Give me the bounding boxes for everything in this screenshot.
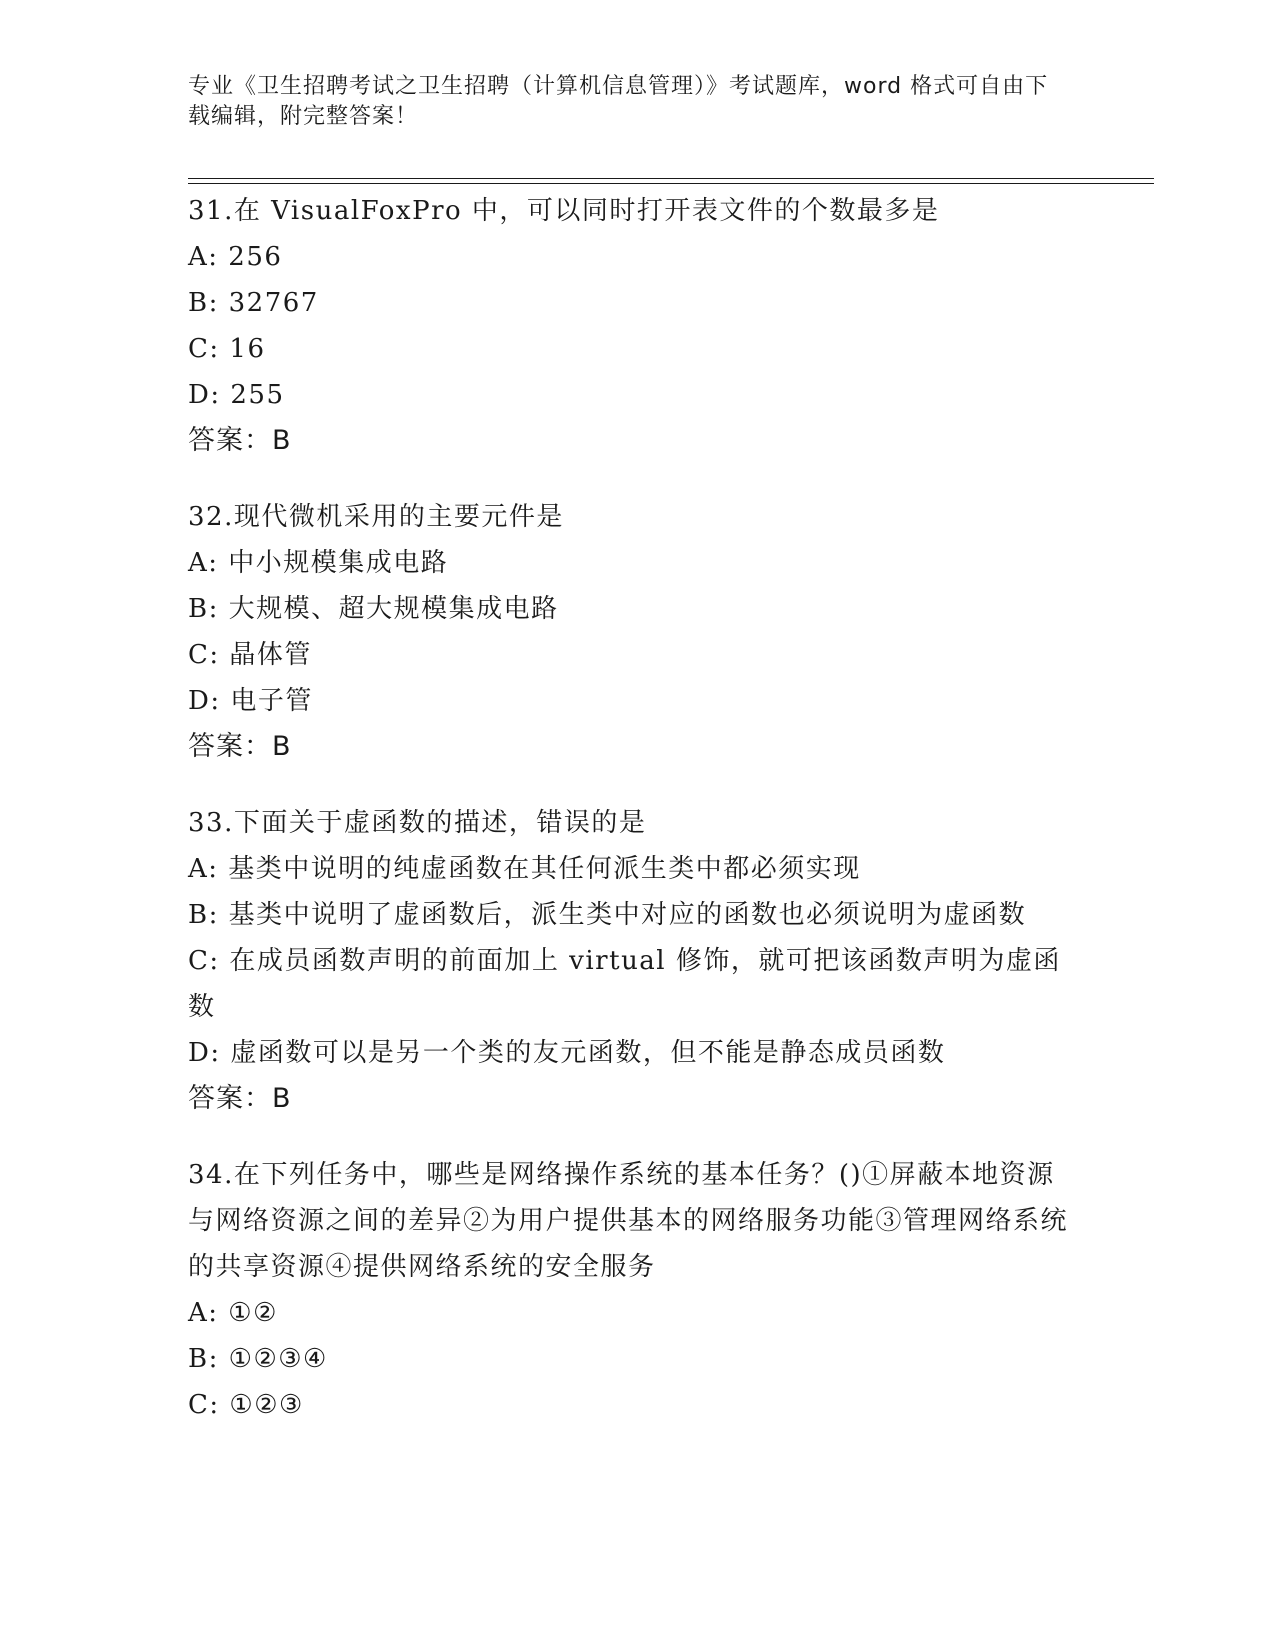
answer-label: 答案：B [188, 425, 292, 456]
option-d: D: 255 [188, 380, 285, 410]
option-d: D: 虚函数可以是另一个类的友元函数，但不能是静态成员函数 [188, 1038, 946, 1068]
option-b: B: 32767 [188, 288, 319, 318]
answer-label: 答案：B [188, 731, 292, 762]
option-c: C: 晶体管 [188, 640, 312, 670]
option-b: B: 大规模、超大规模集成电路 [188, 594, 559, 624]
option-a: A: ①② [188, 1298, 278, 1328]
header-divider-top [188, 178, 1154, 179]
question-stem: 32.现代微机采用的主要元件是 [188, 502, 564, 532]
option-a: A: 256 [188, 242, 283, 272]
question-stem: 34.在下列任务中，哪些是网络操作系统的基本任务？()①屏蔽本地资源与网络资源之间的差异②为用户提供基本的网络服务功能③管理网络系统的共享资源④提供网络系统的安全服务 [188, 1160, 1069, 1282]
question-32 [188, 494, 1088, 770]
question-stem: 33.下面关于虚函数的描述，错误的是 [188, 808, 647, 838]
option-c: C: ①②③ [188, 1390, 304, 1420]
option-c: C: 在成员函数声明的前面加上 virtual 修饰，就可把该函数声明为虚函数 [188, 946, 1061, 1022]
option-b: B: ①②③④ [188, 1344, 328, 1374]
option-c: C: 16 [188, 334, 266, 364]
question-31 [188, 188, 1088, 464]
question-list [188, 188, 1088, 1458]
question-stem: 31.在 VisualFoxPro 中，可以同时打开表文件的个数最多是 [188, 196, 940, 226]
option-b: B: 基类中说明了虚函数后，派生类中对应的函数也必须说明为虚函数 [188, 900, 1027, 930]
option-d: D: 电子管 [188, 686, 313, 716]
answer-label: 答案：B [188, 1083, 292, 1114]
header-divider-bottom [188, 183, 1154, 184]
document-header: 专业《卫生招聘考试之卫生招聘（计算机信息管理）》考试题库，word 格式可自由下载编辑，附完整答案！ [188, 74, 1049, 129]
option-a: A: 中小规模集成电路 [188, 548, 449, 578]
question-33 [188, 800, 1088, 1122]
question-34 [188, 1152, 1088, 1428]
option-a: A: 基类中说明的纯虚函数在其任何派生类中都必须实现 [188, 854, 861, 884]
